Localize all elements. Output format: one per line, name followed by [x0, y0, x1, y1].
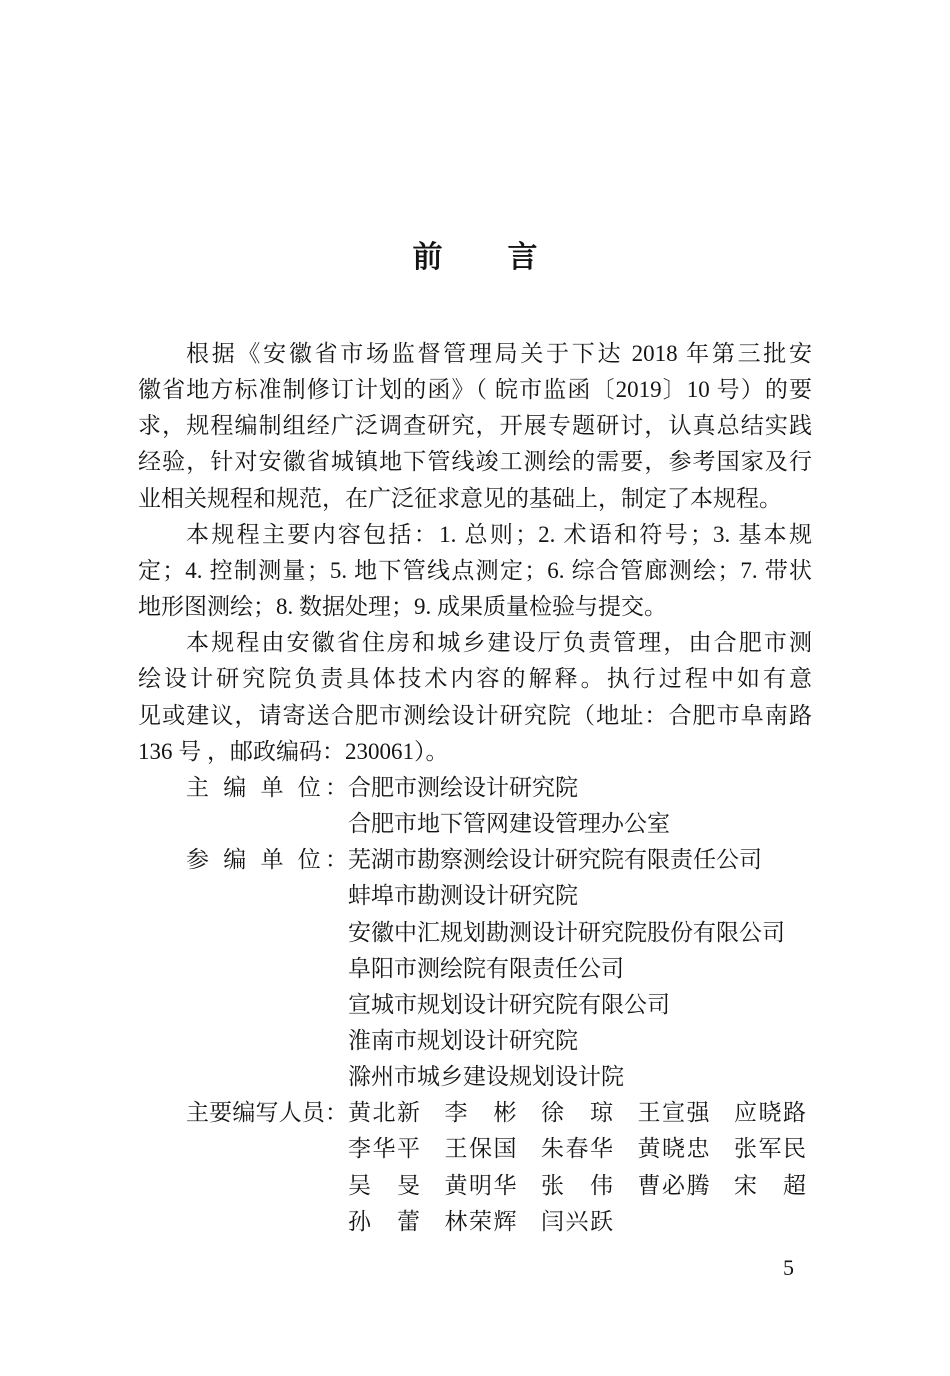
- main-authors: [138, 1095, 812, 1240]
- paragraph-basis: [138, 336, 812, 517]
- author-row: [138, 1095, 812, 1131]
- unit-row: [138, 1023, 812, 1059]
- paragraph-line: 本规程由安徽省住房和城乡建设厅负责管理，由合肥市测: [186, 630, 812, 656]
- paragraph-line: 徽省地方标准制修订计划的函》（ 皖市监函〔2019〕10 号）的要: [138, 377, 812, 403]
- unit-row: [138, 1059, 812, 1095]
- page-number: 5: [783, 1255, 794, 1280]
- unit-row: [138, 878, 812, 914]
- author-row: [138, 1168, 812, 1204]
- unit-name: 安徽中汇规划勘测设计研究院股份有限公司: [348, 919, 785, 945]
- author-row: [138, 1131, 812, 1167]
- paragraph-line: 定；4. 控制测量；5. 地下管线点测定；6. 综合管廊测绘；7. 带状: [138, 557, 812, 583]
- author-name: 曹必腾: [637, 1172, 710, 1198]
- author-name: 吴 旻: [348, 1172, 420, 1198]
- unit-name: 合肥市测绘设计研究院: [348, 774, 578, 800]
- paragraph-line: 经验，针对安徽省城镇地下管线竣工测绘的需要，参考国家及行: [138, 449, 812, 475]
- chief-editor-unit-label: 主 编 单 位：: [186, 774, 348, 800]
- unit-name: 蚌埠市勘测设计研究院: [348, 883, 578, 909]
- chief-editor-unit-row: [138, 770, 812, 806]
- participating-unit-label: 参 编 单 位：: [186, 847, 348, 873]
- paragraph-line: 136 号 ，邮政编码：230061）。: [138, 738, 449, 764]
- unit-row: [138, 951, 812, 987]
- author-name: 徐 琼: [541, 1100, 613, 1126]
- author-name: 黄晓忠: [637, 1136, 710, 1162]
- author-name: 李华平: [348, 1136, 420, 1162]
- author-name: 张 伟: [541, 1172, 613, 1198]
- paragraph-line: 绘设计研究院负责具体技术内容的解释。执行过程中如有意: [138, 666, 812, 692]
- unit-name: 淮南市规划设计研究院: [348, 1027, 578, 1053]
- preface-body: [138, 336, 812, 1240]
- author-name: 黄北新: [348, 1100, 420, 1126]
- author-name: 黄明华: [444, 1172, 517, 1198]
- unit-name: 阜阳市测绘院有限责任公司: [348, 955, 624, 981]
- paragraph-line: 根据《安徽省市场监督管理局关于下达 2018 年第三批安: [186, 341, 812, 366]
- unit-row: [138, 806, 812, 842]
- author-name: 孙 蕾: [348, 1208, 420, 1234]
- unit-row: [138, 915, 812, 951]
- unit-name: 滁州市城乡建设规划设计院: [348, 1064, 624, 1090]
- chief-editor-units: [138, 770, 812, 842]
- author-row: [138, 1204, 812, 1240]
- author-name: 李 彬: [444, 1100, 517, 1126]
- unit-row: [138, 987, 812, 1023]
- unit-name: 芜湖市勘察测绘设计研究院有限责任公司: [348, 847, 762, 873]
- authors-label: 主要编写人员：: [186, 1100, 348, 1126]
- author-name: 应晓路: [734, 1100, 806, 1126]
- paragraph-management: [138, 625, 812, 770]
- unit-name: 宣城市规划设计研究院有限公司: [348, 991, 670, 1017]
- author-name: 宋 超: [734, 1172, 806, 1198]
- paragraph-line: 本规程主要内容包括：1. 总则；2. 术语和符号；3. 基本规: [186, 521, 812, 547]
- participating-unit-row: [138, 842, 812, 878]
- paragraph-line: 业相关规程和规范，在广泛征求意见的基础上，制定了本规程。: [138, 485, 782, 511]
- author-name: 张军民: [734, 1136, 806, 1162]
- author-name: 朱春华: [541, 1136, 613, 1162]
- paragraph-contents: [138, 517, 812, 625]
- author-name: 林荣辉: [444, 1208, 517, 1234]
- paragraph-line: 地形图测绘；8. 数据处理；9. 成果质量检验与提交。: [138, 594, 667, 620]
- paragraph-line: 见或建议，请寄送合肥市测绘设计研究院（地址：合肥市阜南路: [138, 702, 812, 728]
- unit-name: 合肥市地下管网建设管理办公室: [348, 811, 670, 837]
- paragraph-line: 求，规程编制组经广泛调查研究，开展专题研讨，认真总结实践: [138, 413, 812, 439]
- author-name: 闫兴跃: [541, 1208, 613, 1234]
- author-name: 王宣强: [637, 1100, 710, 1126]
- author-name: 王保国: [444, 1136, 517, 1162]
- page-title: 前言: [412, 240, 603, 275]
- participating-units: [138, 842, 812, 1095]
